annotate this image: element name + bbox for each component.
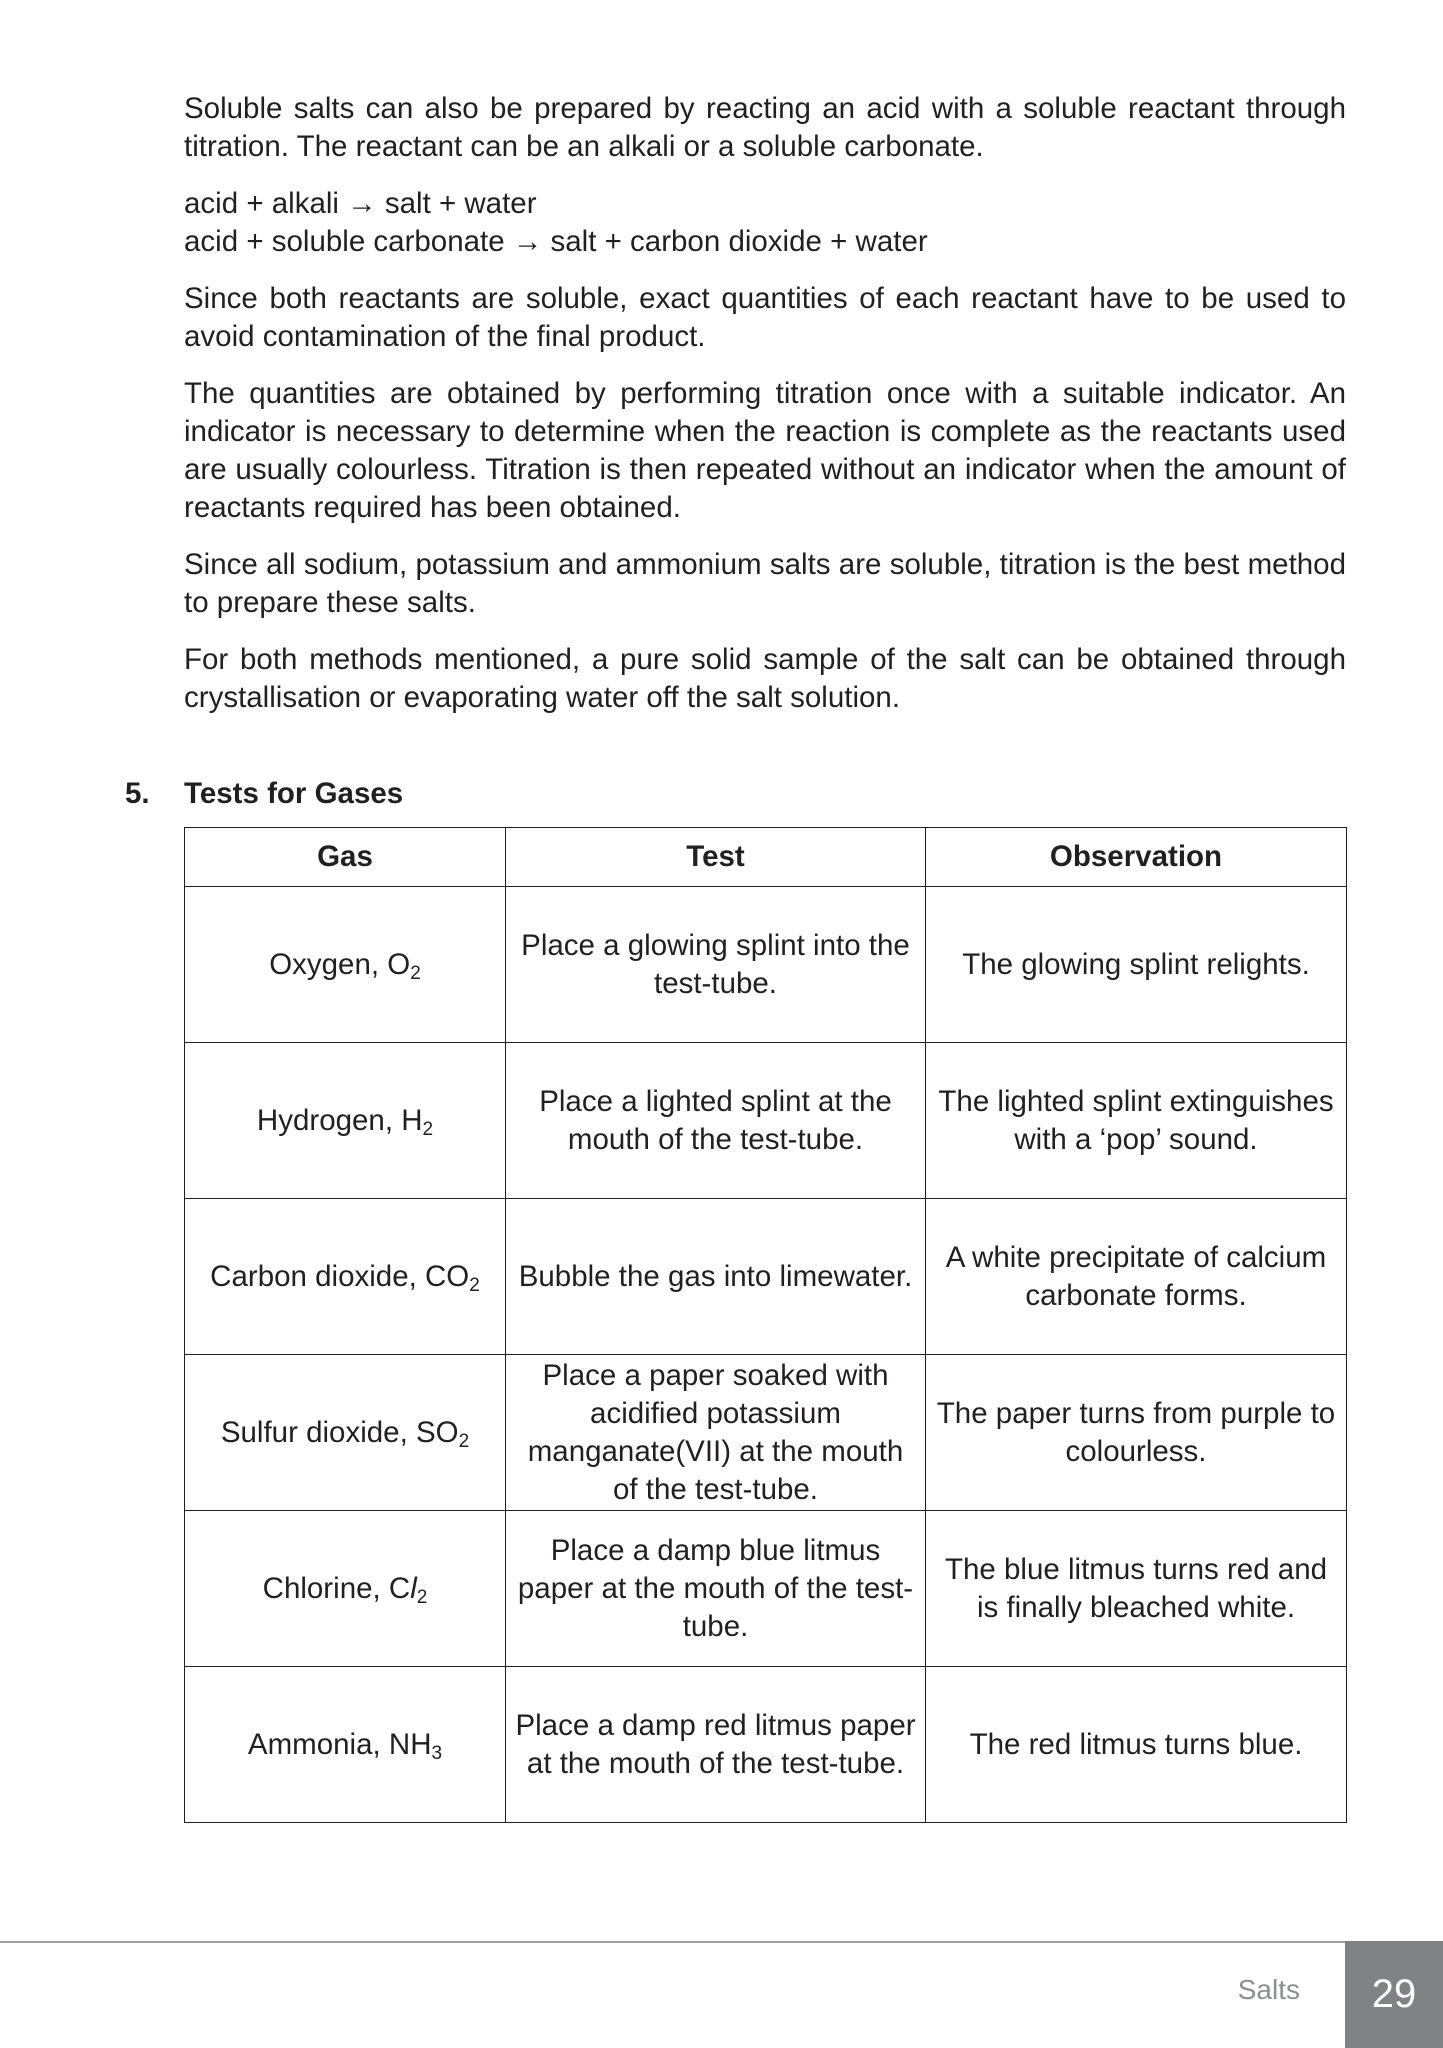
paragraph-text: Since both reactants are soluble, exact quantities of each reactant have to be used to avoid contamination of the final product. [184, 282, 1346, 353]
table-row-sulfur-dioxide [185, 1355, 1347, 1511]
word-equations [184, 185, 1346, 261]
equation-acid-carbonate: acid + soluble carbonate → salt + carbon dioxide + water [184, 225, 928, 258]
gas-cell [185, 1199, 506, 1355]
gas-subscript: 2 [422, 1118, 434, 1140]
table-row-ammonia [185, 1667, 1347, 1823]
test-cell: Place a paper soaked with acidified potassium manganate(VII) at the mouth of the test-tube. [506, 1355, 926, 1511]
gas-cell [185, 887, 506, 1043]
test-cell: Bubble the gas into limewater. [506, 1199, 926, 1355]
test-cell: Place a lighted splint at the mouth of the test-tube. [506, 1043, 926, 1199]
section-number: 5. [125, 777, 150, 810]
gas-name: Hydrogen, H [256, 1103, 423, 1137]
table-row-oxygen [185, 887, 1347, 1043]
observation-cell: A white precipitate of calcium carbonate forms. [926, 1199, 1347, 1355]
table-header-row [185, 828, 1347, 887]
paragraph-exact-quantities [184, 280, 1346, 356]
gas-name: Chlorine, C [262, 1571, 411, 1605]
paragraph-text: For both methods mentioned, a pure solid sample of the salt can be obtained through crystallisation or evaporating water off the salt solution. [184, 643, 1346, 714]
test-cell: Place a damp blue litmus paper at the mouth of the test-tube. [506, 1511, 926, 1667]
paragraph-indicator [184, 375, 1346, 527]
footer-rule [0, 1941, 1345, 1943]
paragraph-crystallisation [184, 641, 1346, 717]
paragraph-titration-intro [184, 90, 1346, 166]
gas-name: Sulfur dioxide, SO [220, 1415, 459, 1449]
table-row-carbon-dioxide [185, 1199, 1347, 1355]
gas-name: Carbon dioxide, CO [210, 1259, 470, 1293]
gas-italic-letter: l [410, 1571, 417, 1605]
paragraph-text: The quantities are obtained by performing titration once with a suitable indicator. An indicator is necessary to determine when the reaction is complete as the reactants used are usually colourless. Titration is then repeated without an indicator when the amount of reactants required has been obtained. [184, 377, 1346, 524]
observation-cell: The glowing splint relights. [926, 887, 1347, 1043]
test-cell: Place a damp red litmus paper at the mouth of the test-tube. [506, 1667, 926, 1823]
table-row-hydrogen [185, 1043, 1347, 1199]
gas-subscript: 3 [431, 1742, 443, 1764]
gas-cell [185, 1667, 506, 1823]
gas-subscript: 2 [469, 1274, 480, 1296]
gas-cell [185, 1355, 506, 1511]
gas-subscript: 2 [410, 962, 421, 984]
test-cell: Place a glowing splint into the test-tube. [506, 887, 926, 1043]
gas-tests-table [184, 827, 1347, 1823]
gas-cell [185, 1043, 506, 1199]
observation-cell: The blue litmus turns red and is finally bleached white. [926, 1511, 1347, 1667]
observation-cell: The lighted splint extinguishes with a ‘pop’ sound. [926, 1043, 1347, 1199]
column-header-observation: Observation [926, 828, 1347, 887]
section-title: Tests for Gases [184, 777, 404, 810]
gas-name: Oxygen, O [269, 947, 411, 981]
observation-cell: The red litmus turns blue. [926, 1667, 1347, 1823]
footer-chapter-title: Salts [1237, 1974, 1300, 2005]
column-header-gas: Gas [185, 828, 506, 887]
paragraph-text: Soluble salts can also be prepared by reacting an acid with a soluble reactant through titration. The reactant can be an alkali or a soluble carbonate. [184, 92, 1346, 163]
table-row-chlorine [185, 1511, 1347, 1667]
equation-acid-alkali: acid + alkali → salt + water [184, 187, 537, 220]
observation-cell: The paper turns from purple to colourless. [926, 1355, 1347, 1511]
gas-cell [185, 1511, 506, 1667]
paragraph-soluble-salts [184, 546, 1346, 622]
gas-name: Ammonia, NH [247, 1727, 432, 1761]
column-header-test: Test [506, 828, 926, 887]
gas-subscript: 2 [458, 1430, 470, 1452]
paragraph-text: Since all sodium, potassium and ammonium salts are soluble, titration is the best method to prepare these salts. [184, 548, 1346, 619]
page-number-tab: 29 [1345, 1941, 1443, 2048]
section-heading [125, 775, 403, 813]
gas-subscript: 2 [416, 1586, 428, 1608]
